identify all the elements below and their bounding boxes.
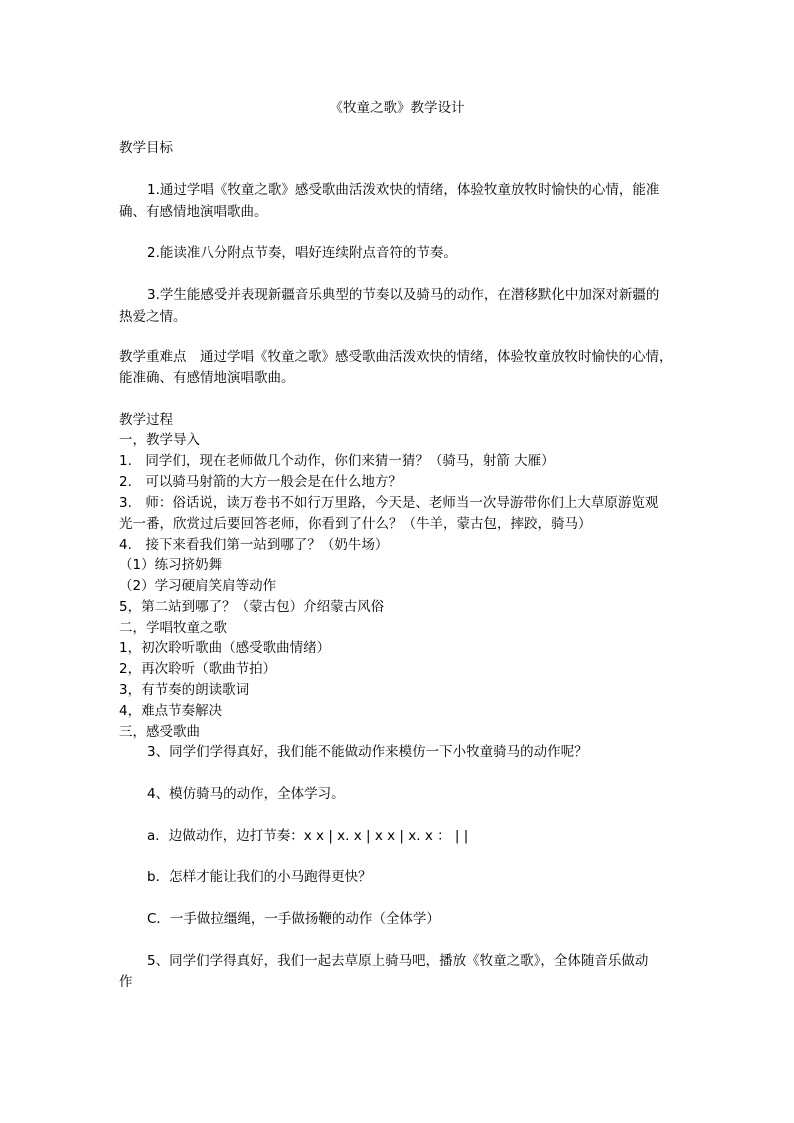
- section-3-item-5-line-1: 5、同学们学得真好，我们一起去草原上骑马吧，播放《牧童之歌》，全体随音乐做动: [147, 953, 649, 969]
- section-3-item-a: a．边做动作，边打节奏：x x | x. x | x x | x. x ： | |: [147, 828, 469, 844]
- key-points-line-1: 教学重难点 通过学唱《牧童之歌》感受歌曲活泼欢快的情绪，体验牧童放牧时愉快的心情，: [119, 349, 673, 365]
- section-3-heading: 三，感受歌曲: [119, 724, 200, 740]
- objective-3-line-1: 3.学生能感受并表现新疆音乐典型的节奏以及骑马的动作，在潜移默化中加深对新疆的: [147, 287, 660, 303]
- section-3-item-b: b．怎样才能让我们的小马跑得更快？: [147, 869, 372, 885]
- section-2-heading: 二，学唱牧童之歌: [119, 620, 227, 636]
- objective-2: 2.能读准八分附点节奏，唱好连续附点音符的节奏。: [147, 245, 457, 261]
- section-1-item-2: 2. 可以骑马射箭的大方一般会是在什么地方？: [119, 474, 402, 490]
- objective-1-line-2: 确、有感情地演唱歌曲。: [119, 204, 268, 220]
- section-2-item-1: 1，初次聆听歌曲（感受歌曲情绪）: [119, 640, 331, 656]
- section-1-sub-1: （1）练习挤奶舞: [119, 557, 223, 573]
- objective-1-line-1: 1.通过学唱《牧童之歌》感受歌曲活泼欢快的情绪，体验牧童放牧时愉快的心情，能准: [147, 182, 660, 198]
- section-1-item-5: 5，第二站到哪了？（蒙古包）介绍蒙古风俗: [119, 599, 385, 615]
- process-heading: 教学过程: [119, 412, 173, 428]
- section-3-item-3: 3、同学们学得真好，我们能不能做动作来模仿一下小牧童骑马的动作呢？: [147, 744, 588, 760]
- section-2-item-2: 2，再次聆听（歌曲节拍）: [119, 661, 277, 677]
- document-title: 《牧童之歌》教学设计: [329, 100, 465, 116]
- section-1-heading: 一，教学导入: [119, 432, 200, 448]
- section-3-item-5-line-2: 作: [119, 974, 133, 990]
- section-1-item-1: 1. 同学们，现在老师做几个动作，你们来猜一猜？（骑马，射箭 大雁）: [119, 453, 555, 469]
- section-3-item-c: C．一手做拉缰绳，一手做扬鞭的动作（全体学）: [147, 911, 440, 927]
- section-3-item-4: 4、模仿骑马的动作，全体学习。: [147, 786, 345, 802]
- section-2-item-4: 4，难点节奏解决: [119, 703, 223, 719]
- section-1-item-3-line-1: 3. 师：俗话说，读万卷书不如行万里路，今天是、老师当一次导游带你们上大草原游览观: [119, 495, 659, 511]
- objective-3-line-2: 热爱之情。: [119, 309, 187, 325]
- section-1-item-4: 4. 接下来看我们第一站到哪了？（奶牛场）: [119, 537, 389, 553]
- section-2-item-3: 3，有节奏的朗读歌词: [119, 682, 250, 698]
- key-points-line-2: 能准确、有感情地演唱歌曲。: [119, 370, 295, 386]
- objectives-heading: 教学目标: [119, 140, 173, 156]
- section-1-sub-2: （2）学习硬肩笑肩等动作: [119, 578, 277, 594]
- section-1-item-3-line-2: 光一番，欣赏过后要回答老师，你看到了什么？（牛羊，蒙古包，摔跤，骑马）: [119, 516, 592, 532]
